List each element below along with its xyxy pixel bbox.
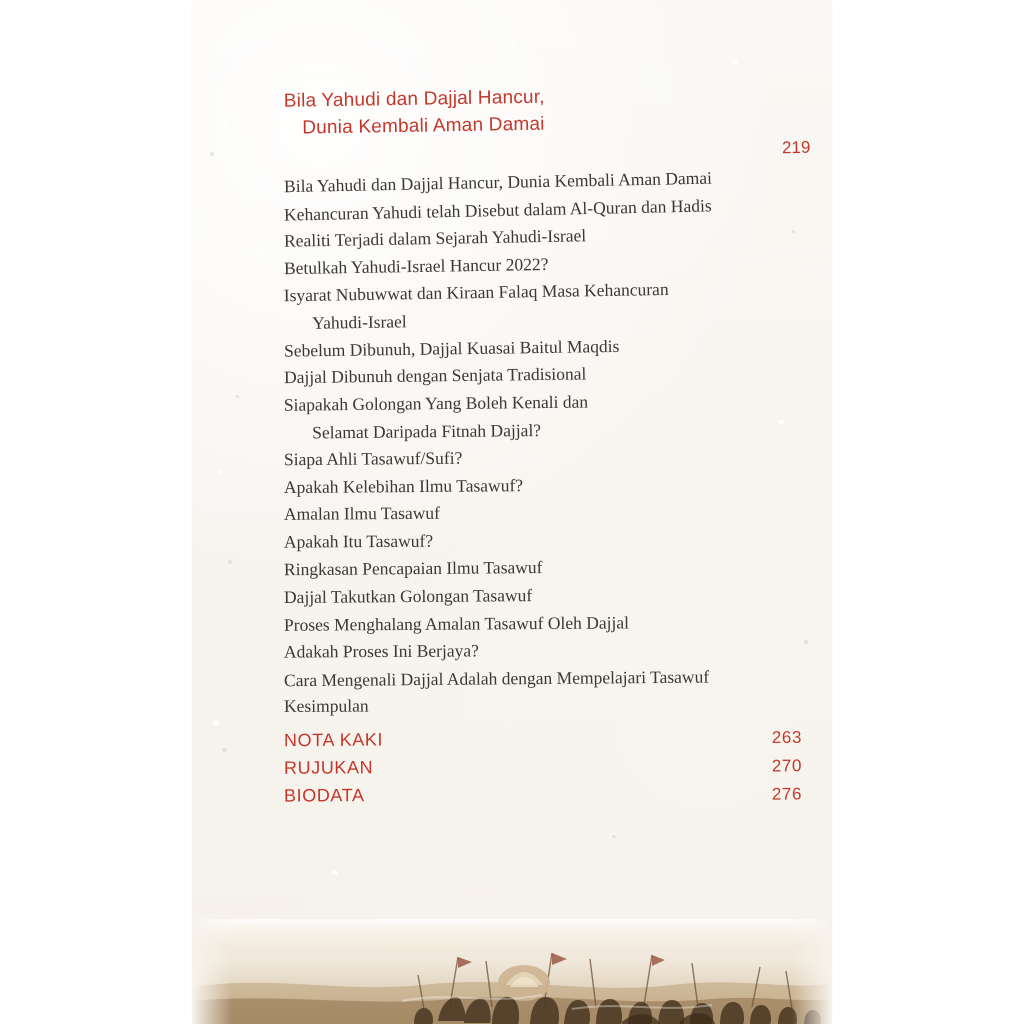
chapter-heading <box>284 80 765 142</box>
list-item <box>284 442 804 474</box>
back-matter-page-number: 263 <box>771 727 803 748</box>
toc-entry-title: Sebelum Dibunuh, Dajjal Kuasai Baitul Maqdis <box>283 335 620 361</box>
toc-entry-title: Apakah Itu Tasawuf? <box>283 530 434 552</box>
chapter-page-number: 219 <box>781 137 811 158</box>
list-item <box>284 726 814 759</box>
back-matter-page-number: 276 <box>771 784 803 804</box>
back-matter-list <box>284 728 814 812</box>
list-item <box>284 754 814 786</box>
toc-entry-title: Apakah Kelebihan Ilmu Tasawuf? <box>283 474 524 497</box>
list-item <box>284 782 814 813</box>
toc-entry-title: Isyarat Nubuwwat dan Kiraan Falaq Masa Kehancuran <box>283 279 669 306</box>
chapter-heading-line-1: Bila Yahudi dan Dajjal Hancur, <box>283 86 545 112</box>
chapter-heading-line-2: Dunia Kembali Aman Damai <box>302 113 545 139</box>
list-item <box>284 580 804 612</box>
toc-entry-title: Betulkah Yahudi-Israel Hancur 2022? <box>283 253 549 278</box>
back-matter-label: RUJUKAN <box>283 757 374 778</box>
toc-entry-title: Dajjal Dibunuh dengan Senjata Tradisional <box>283 363 587 388</box>
toc-entry-title: Amalan Ilmu Tasawuf <box>283 502 440 524</box>
book-page <box>192 0 832 1024</box>
toc-entry-title: Bila Yahudi dan Dajjal Hancur, Dunia Kembali Aman Damai <box>283 167 713 197</box>
list-item <box>284 497 804 528</box>
toc-entry-title: Siapakah Golongan Yang Boleh Kenali dan <box>283 391 589 415</box>
list-item <box>284 608 804 639</box>
back-matter-page-number: 270 <box>771 756 803 776</box>
list-item <box>284 274 805 338</box>
toc-entry-title: Dajjal Takutkan Golongan Tasawuf <box>283 584 533 607</box>
toc-entry-title: Ringkasan Pencapaian Ilmu Tasawuf <box>283 557 543 580</box>
battle-scene-illustration <box>192 909 832 1024</box>
list-item <box>284 662 804 694</box>
page-content <box>192 0 832 1024</box>
toc-entry-title: Realiti Terjadi dalam Sejarah Yahudi-Israel <box>283 225 587 251</box>
toc-entry-title: Adakah Proses Ini Berjaya? <box>283 640 479 662</box>
list-item <box>284 525 804 556</box>
list-item <box>284 691 804 720</box>
toc-entry-continuation: Selamat Daripada Fitnah Dajjal? <box>312 419 542 442</box>
list-item <box>284 386 805 447</box>
toc-entry-continuation: Yahudi-Israel <box>312 311 407 333</box>
toc-entry-title: Cara Mengenali Dajjal Adalah dengan Mempelajari Tasawuf <box>283 666 710 690</box>
toc-entry-title: Kehancuran Yahudi telah Disebut dalam Al-Quran dan Hadis <box>283 194 712 225</box>
list-item <box>284 552 804 584</box>
toc-entry-title: Kesimpulan <box>283 695 369 717</box>
list-item <box>284 636 804 667</box>
list-item <box>284 469 804 501</box>
toc-entry-title: Proses Menghalang Amalan Tasawuf Oleh Dajjal <box>283 611 630 635</box>
toc-entry-title: Siapa Ahli Tasawuf/Sufi? <box>283 447 463 470</box>
back-matter-label: NOTA KAKI <box>283 729 384 751</box>
back-matter-label: BIODATA <box>283 785 365 806</box>
table-of-contents-list <box>284 168 804 720</box>
